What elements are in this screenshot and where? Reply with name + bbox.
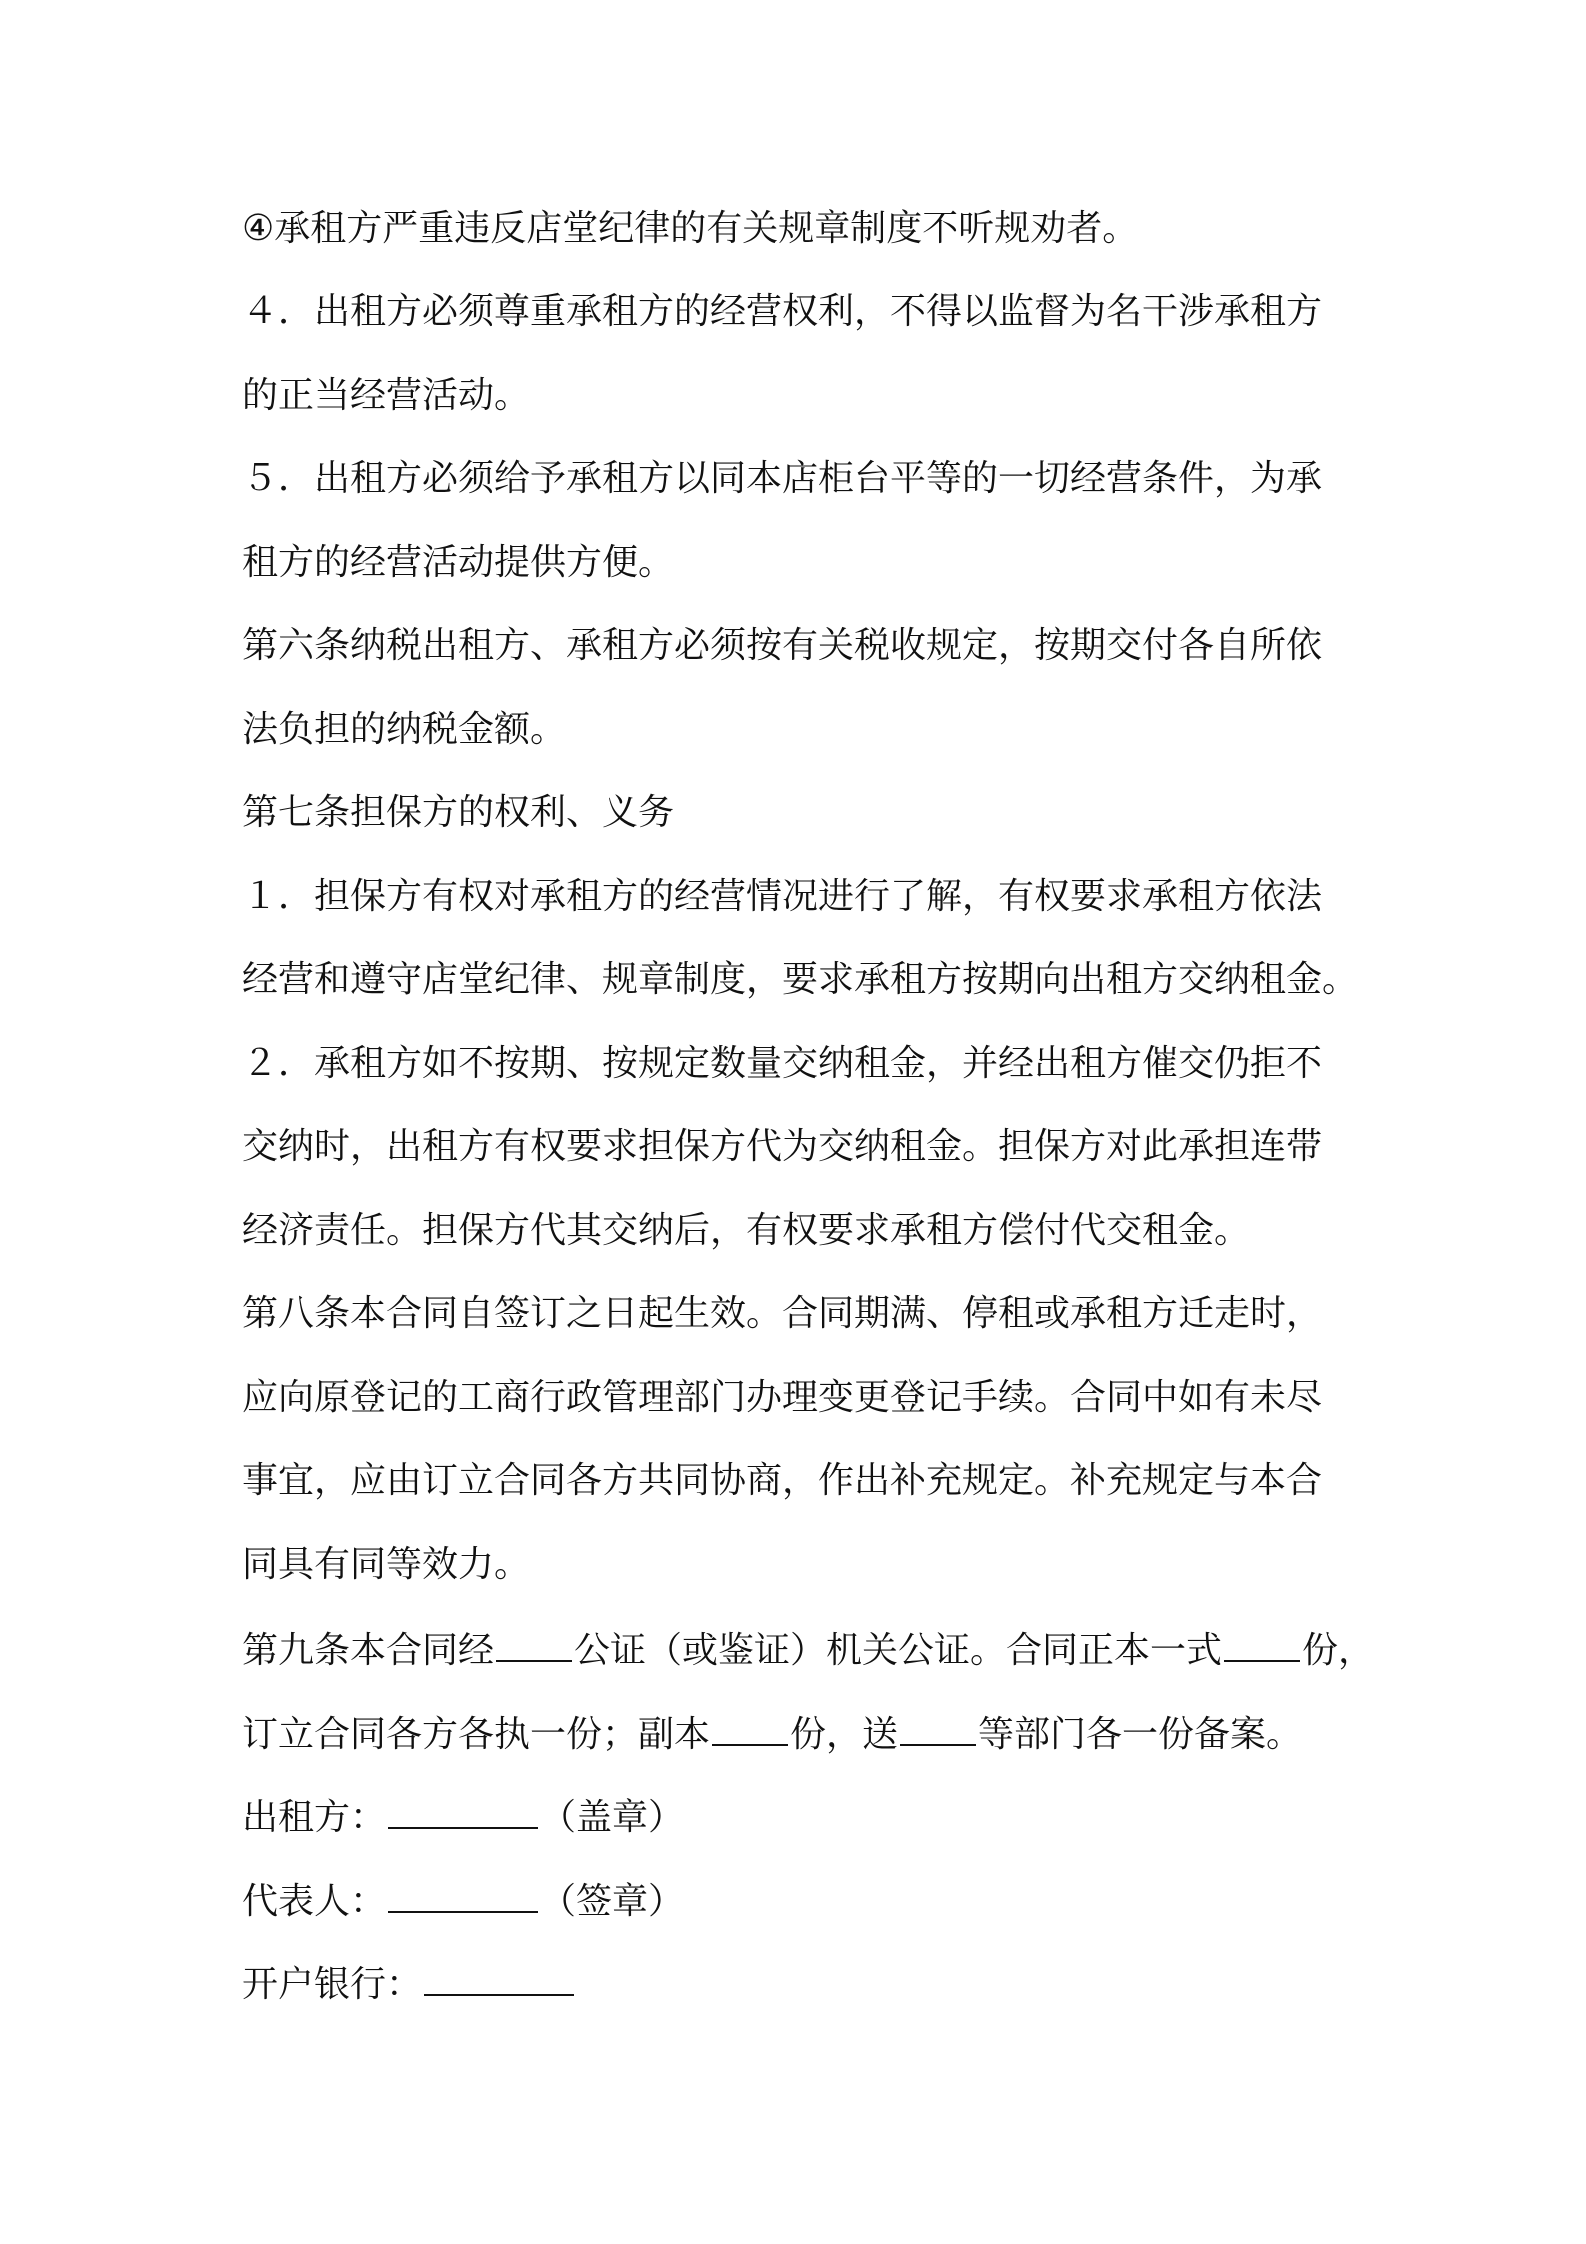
text-line-12: 交纳时，出租方有权要求担保方代为交纳租金。担保方对此承担连带 [242, 1126, 1323, 1167]
representative-seal-label: （签章） [540, 1881, 685, 1922]
article9-text-4: 订立合同各方各执一份；副本 [242, 1714, 711, 1755]
article9-text-5: 份，送 [790, 1714, 899, 1755]
text-line-10: 经营和遵守店堂纪律、规章制度，要求承租方按期向出租方交纳租金。 [242, 959, 1359, 1000]
lessor-signature-line [242, 1791, 1362, 1842]
lessor-seal-label: （盖章） [540, 1797, 685, 1838]
text-line-2: ４．出租方必须尊重承租方的经营权利，不得以监督为名干涉承租方 [242, 291, 1323, 332]
article9-line-2 [242, 1708, 1362, 1759]
text-line-5: 租方的经营活动提供方便。 [242, 542, 675, 583]
representative-signature-line [242, 1875, 1362, 1926]
text-line-16: 事宜，应由订立合同各方共同协商，作出补充规定。补充规定与本合 [242, 1460, 1323, 1501]
text-line-7: 法负担的纳税金额。 [242, 709, 567, 750]
bank-label: 开户银行： [242, 1964, 423, 2005]
article9-text-2: 公证（或鉴证）机关公证。合同正本一式 [574, 1630, 1223, 1671]
text-line-9: １．担保方有权对承租方的经营情况进行了解，有权要求承租方依法 [242, 876, 1323, 917]
bank-line [242, 1958, 1362, 2009]
text-line-14: 第八条本合同自签订之日起生效。合同期满、停租或承租方迁走时， [242, 1293, 1323, 1334]
text-line-8: 第七条担保方的权利、义务 [242, 792, 675, 833]
text-line-6: 第六条纳税出租方、承租方必须按有关税收规定，按期交付各自所依 [242, 625, 1323, 666]
original-copies-blank [1224, 1624, 1300, 1662]
text-line-1: ④承租方严重违反店堂纪律的有关规章制度不听规劝者。 [242, 208, 1139, 249]
text-line-3: 的正当经营活动。 [242, 375, 531, 416]
representative-blank [388, 1875, 538, 1913]
article9-line-1 [242, 1624, 1375, 1675]
lessor-blank [388, 1791, 538, 1829]
article9-text-1: 第九条本合同经 [242, 1630, 495, 1671]
text-line-15: 应向原登记的工商行政管理部门办理变更登记手续。合同中如有未尽 [242, 1377, 1323, 1418]
article9-text-6: 等部门各一份备案。 [978, 1714, 1303, 1755]
article9-text-3: 份， [1302, 1630, 1375, 1671]
text-line-4: ５．出租方必须给予承租方以同本店柜台平等的一切经营条件，为承 [242, 458, 1323, 499]
department-blank [900, 1708, 976, 1746]
duplicate-copies-blank [712, 1708, 788, 1746]
text-line-11: ２．承租方如不按期、按规定数量交纳租金，并经出租方催交仍拒不 [242, 1043, 1323, 1084]
text-line-17: 同具有同等效力。 [242, 1544, 531, 1585]
notary-blank [496, 1624, 572, 1662]
representative-label: 代表人： [242, 1881, 387, 1922]
lessor-label: 出租方： [242, 1797, 387, 1838]
text-line-13: 经济责任。担保方代其交纳后，有权要求承租方偿付代交租金。 [242, 1210, 1251, 1251]
bank-blank [424, 1958, 574, 1996]
